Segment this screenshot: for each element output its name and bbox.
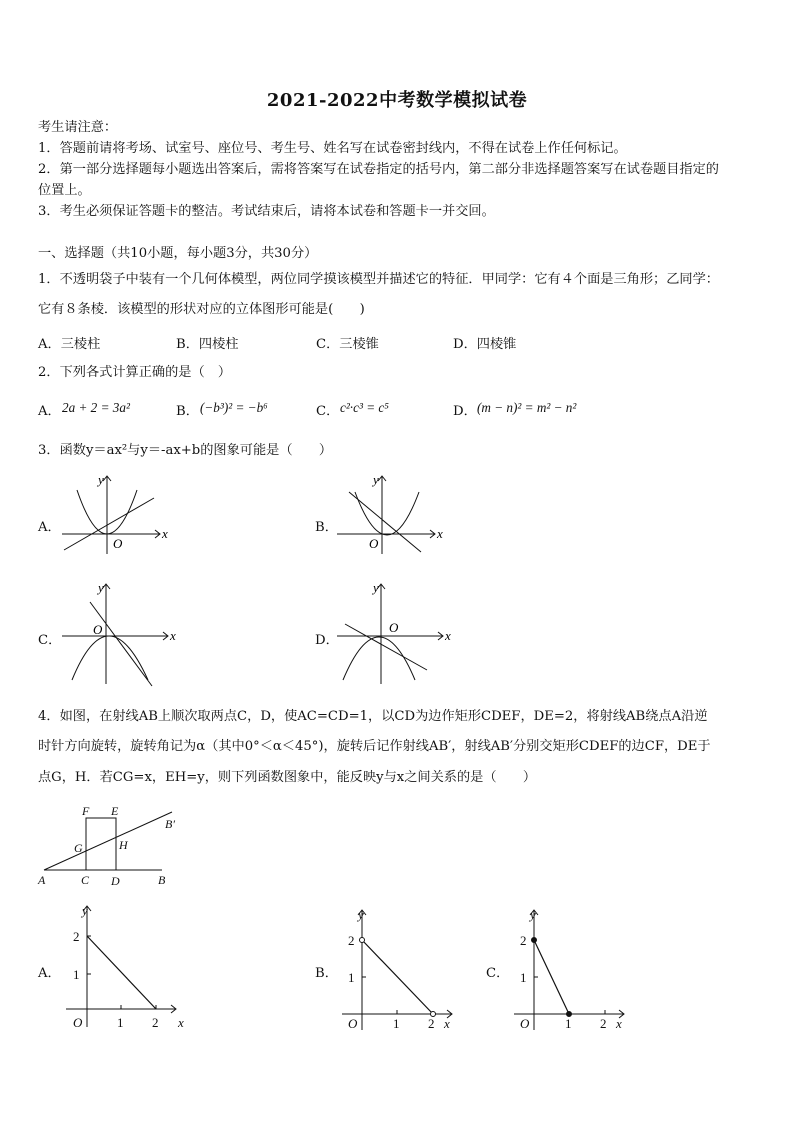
label-A: A [38,873,46,887]
q3-graph-c [60,580,180,690]
label-B-prime: B′ [165,817,175,831]
origin-label: O [520,1016,530,1031]
q4-line2: 时针方向旋转，旋转角记为α（其中0°＜α＜45°)，旋转后记作射线AB′，射线AB′分别交矩形CDEF的边CF，DE于 [38,739,711,754]
label-D: D [111,874,120,888]
q4-option-a-label: A． [38,966,61,981]
q4-graph-c [512,906,632,1032]
label-F: F [82,804,90,818]
tick-y-2: 2 [520,933,527,948]
axis-x-label: x [444,1016,450,1031]
q3-option-c-label: C． [38,633,62,648]
q2-option-c-expr: c²·c³ = c⁵ [340,400,389,415]
axis-x-label: x [445,628,451,643]
tick-y-1: 1 [73,967,80,982]
axis-x-label: x [616,1016,622,1031]
q3-option-a-label: A． [38,520,61,535]
tick-x-1: 1 [393,1016,400,1031]
q2-option-b-expr: (−b³)² = −b⁶ [200,400,268,415]
notice-item-2: 2．第一部分选择题每小题选出答案后，需将答案写在试卷指定的括号内，第二部分非选择题答案写在试卷题目指定的 [38,162,719,177]
notice-heading: 考生请注意： [38,120,118,135]
q2-option-b-label: B． [176,404,199,419]
label-G: G [74,841,83,855]
axis-x-label: x [170,628,176,643]
q1-line2: 它有８条棱．该模型的形状对应的立体图形可能是( ) [38,302,365,317]
q1-option-d: D．四棱锥 [453,337,517,352]
q1-option-a: A．三棱柱 [38,337,101,352]
q3-graph-d [335,580,455,690]
tick-y-1: 1 [520,970,527,985]
q3-option-b-label: B． [315,520,338,535]
origin-label: O [73,1015,83,1030]
axis-y-label: y [98,580,104,595]
axis-y-label: y [373,580,379,595]
tick-x-2: 2 [428,1016,435,1031]
q2-option-a-label: A． [38,404,61,419]
label-C: C [81,873,90,887]
q4-figure [34,800,194,892]
tick-x-1: 1 [117,1015,124,1030]
q3-stem: 3．函数y＝ax²与y＝-ax+b的图象可能是（ ） [38,443,333,458]
tick-y-1: 1 [348,970,355,985]
q4-line3: 点G，H．若CG=x，EH=y，则下列函数图象中，能反映y与x之间关系的是（ ） [38,770,537,785]
q1-option-c: C．三棱锥 [316,337,379,352]
origin-label: O [348,1016,358,1031]
axis-y-label: y [530,907,536,922]
origin-label: O [93,622,103,637]
q4-graph-b [340,906,460,1032]
section-heading: 一、选择题（共10小题，每小题3分，共30分） [38,246,318,261]
q4-graph-a [64,902,184,1032]
q4-option-c-label: C． [486,966,510,981]
label-H: H [119,838,128,852]
q2-option-d-label: D． [453,404,477,419]
tick-y-2: 2 [73,929,80,944]
label-E: E [111,804,119,818]
origin-label: O [389,620,399,635]
tick-x-1: 1 [565,1016,572,1031]
tick-y-2: 2 [348,933,355,948]
q1-line1: 1．不透明袋子中装有一个几何体模型，两位同学摸该模型并描述它的特征．甲同学：它有４个面是三角形；乙同学： [38,272,719,287]
q2-stem: 2．下列各式计算正确的是（ ） [38,365,232,380]
axis-y-label: y [98,472,104,487]
notice-item-3: 3．考生必须保证答题卡的整洁。考试结束后，请将本试卷和答题卡一并交回。 [38,204,495,219]
q1-option-b: B．四棱柱 [176,337,239,352]
q3-option-d-label: D． [315,633,339,648]
q4-option-b-label: B． [315,966,338,981]
axis-x-label: x [437,526,443,541]
tick-x-2: 2 [152,1015,159,1030]
q4-line1: 4．如图，在射线AB上顺次取两点C，D，使AC=CD=1，以CD为边作矩形CDEF，DE=2，将射线AB绕点A沿逆 [38,709,708,724]
label-B: B [158,873,166,887]
q3-graph-a [60,472,180,558]
notice-item-1: 1．答题前请将考场、试室号、座位号、考生号、姓名写在试卷密封线内，不得在试卷上作任何标记。 [38,141,627,156]
axis-x-label: x [178,1015,184,1030]
axis-y-label: y [373,472,379,487]
axis-y-label: y [82,903,88,918]
q3-graph-b [335,472,455,558]
axis-x-label: x [162,526,168,541]
axis-y-label: y [358,907,364,922]
tick-x-2: 2 [600,1016,607,1031]
q2-option-c-label: C． [316,404,340,419]
origin-label: O [369,536,379,551]
q2-option-a-expr: 2a + 2 = 3a² [62,400,130,415]
q2-option-d-expr: (m − n)² = m² − n² [477,400,577,415]
notice-item-2-cont: 位置上。 [38,183,91,198]
page-title: 2021-2022中考数学模拟试卷 [266,90,528,111]
origin-label: O [113,536,123,551]
